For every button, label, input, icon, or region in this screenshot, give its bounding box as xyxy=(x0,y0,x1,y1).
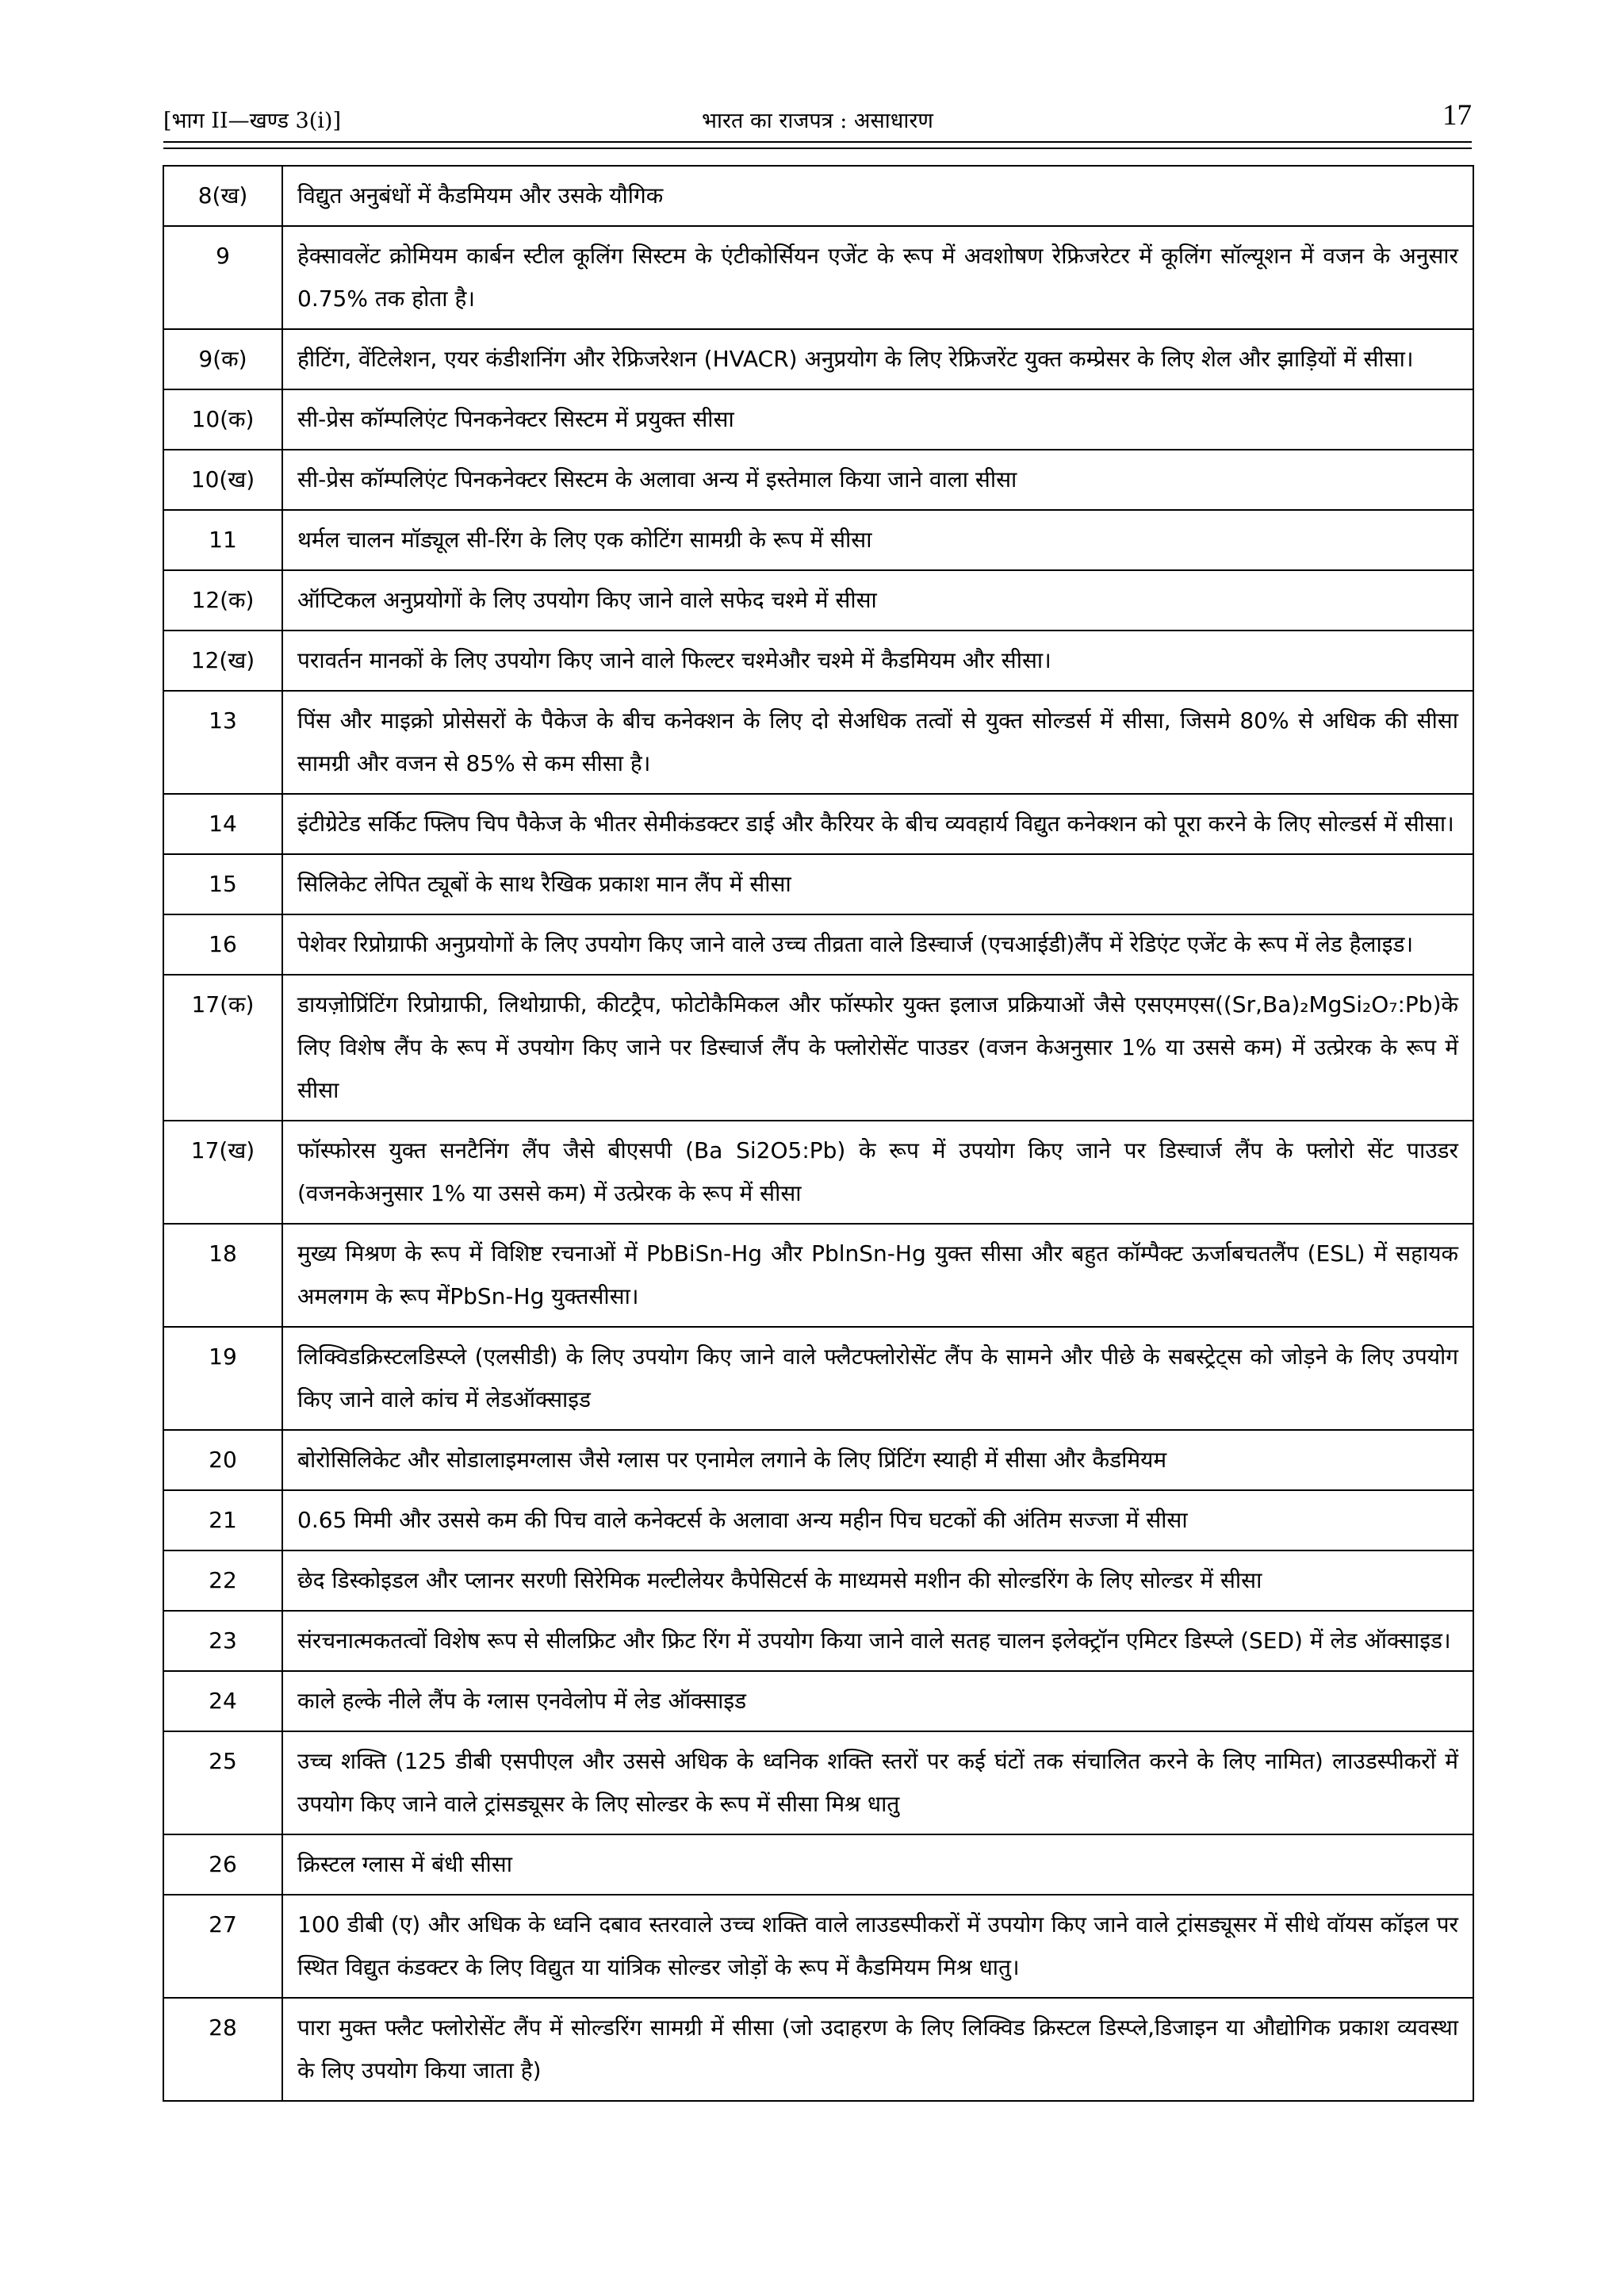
row-number-cell: 19 xyxy=(163,1327,282,1430)
row-number-cell: 26 xyxy=(163,1834,282,1895)
table-row xyxy=(163,631,1473,691)
row-number-cell: 14 xyxy=(163,794,282,854)
row-description-cell: डायज़ोप्रिंटिंग रिप्रोग्राफी, लिथोग्राफी, कीटट्रैप, फोटोकैमिकल और फॉस्फोर युक्त इलाज प्रक्रियाओं जैसे एसएमएस((Sr,Ba)₂MgSi₂O₇:Pb)के लिए विशेष लैंप के रूप में उपयोग किए जाने पर डिस्चार्ज लैंप के फ्लोरोसेंट पाउडर (वजन केअनुसार 1% या उससे कम) में उत्प्रेरक के रूप में सीसा xyxy=(282,975,1473,1121)
table-row xyxy=(163,389,1473,450)
table-row xyxy=(163,1834,1473,1895)
row-description-cell: हेक्सावलेंट क्रोमियम कार्बन स्टील कूलिंग सिस्टम के एंटीकोर्सियन एजेंट के रूप में अवशोषण रेफ्रिजरेटर में कूलिंग सॉल्यूशन में वजन के अनुसार 0.75% तक होता है। xyxy=(282,226,1473,329)
header-title: भारत का राजपत्र : असाधारण xyxy=(702,109,933,133)
table-row xyxy=(163,1121,1473,1224)
row-number-cell: 9(क) xyxy=(163,329,282,389)
row-number-cell: 17(क) xyxy=(163,975,282,1121)
table-row xyxy=(163,1671,1473,1731)
row-description-cell: 100 डीबी (ए) और अधिक के ध्वनि दबाव स्तरवाले उच्च शक्ति वाले लाउडस्पीकरों में उपयोग किए जाने वाले ट्रांसड्यूसर में सीधे वॉयस कॉइल पर स्थित विद्युत कंडक्टर के लिए विद्युत या यांत्रिक सोल्डर जोड़ों के रूप में कैडमियम मिश्र धातु। xyxy=(282,1895,1473,1998)
header-rule-top xyxy=(163,141,1472,143)
row-number-cell: 13 xyxy=(163,691,282,794)
row-description-cell: सी-प्रेस कॉम्पलिएंट पिनकनेक्टर सिस्टम के अलावा अन्य में इस्तेमाल किया जाने वाला सीसा xyxy=(282,450,1473,510)
table-row xyxy=(163,329,1473,389)
row-description-cell: बोरोसिलिकेट और सोडालाइमग्लास जैसे ग्लास पर एनामेल लगाने के लिए प्रिंटिंग स्याही में सीसा और कैडमियम xyxy=(282,1430,1473,1490)
row-number-cell: 8(ख) xyxy=(163,166,282,226)
row-description-cell: पेशेवर रिप्रोग्राफी अनुप्रयोगों के लिए उपयोग किए जाने वाले उच्च तीव्रता वाले डिस्चार्ज (एचआईडी)लैंप में रेडिएंट एजेंट के रूप में लेड हैलाइड। xyxy=(282,914,1473,975)
row-number-cell: 25 xyxy=(163,1731,282,1834)
row-number-cell: 24 xyxy=(163,1671,282,1731)
row-description-cell: विद्युत अनुबंधों में कैडमियम और उसके यौगिक xyxy=(282,166,1473,226)
row-number-cell: 17(ख) xyxy=(163,1121,282,1224)
row-number-cell: 10(ख) xyxy=(163,450,282,510)
row-description-cell: पिंस और माइक्रो प्रोसेसरों के पैकेज के बीच कनेक्शन के लिए दो सेअधिक तत्वों से युक्त सोल्डर्स में सीसा, जिसमे 80% से अधिक की सीसा सामग्री और वजन से 85% से कम सीसा है। xyxy=(282,691,1473,794)
row-description-cell: छेद डिस्कोइडल और प्लानर सरणी सिरेमिक मल्टीलेयर कैपेसिटर्स के माध्यमसे मशीन की सोल्डरिंग के लिए सोल्डर में सीसा xyxy=(282,1550,1473,1611)
header-section: [भाग II—खण्ड 3(i)] xyxy=(163,109,341,133)
table-row xyxy=(163,1611,1473,1671)
row-description-cell: हीटिंग, वेंटिलेशन, एयर कंडीशनिंग और रेफ्रिजरेशन (HVACR) अनुप्रयोग के लिए रेफ्रिजरेंट युक्त कम्प्रेसर के लिए शेल और झाड़ियों में सीसा। xyxy=(282,329,1473,389)
row-description-cell: फॉस्फोरस युक्त सनटैनिंग लैंप जैसे बीएसपी (Ba Si2O5:Pb) के रूप में उपयोग किए जाने पर डिस्चार्ज लैंप के फ्लोरो सेंट पाउडर (वजनकेअनुसार 1% या उससे कम) में उत्प्रेरक के रूप में सीसा xyxy=(282,1121,1473,1224)
table-row xyxy=(163,1998,1473,2101)
row-number-cell: 21 xyxy=(163,1490,282,1550)
table-row xyxy=(163,1550,1473,1611)
row-description-cell: उच्च शक्ति (125 डीबी एसपीएल और उससे अधिक के ध्वनिक शक्ति स्तरों पर कई घंटों तक संचालित करने के लिए नामित) लाउडस्पीकरों में उपयोग किए जाने वाले ट्रांसड्यूसर के लिए सोल्डर के रूप में सीसा मिश्र धातु xyxy=(282,1731,1473,1834)
header-rule-bottom xyxy=(163,148,1472,149)
page-number: 17 xyxy=(1442,99,1472,132)
row-number-cell: 15 xyxy=(163,854,282,914)
row-description-cell: मुख्य मिश्रण के रूप में विशिष्ट रचनाओं में PbBiSn-Hg और PblnSn-Hg युक्त सीसा और बहुत कॉम्पैक्ट ऊर्जाबचतलैंप (ESL) में सहायक अमलगम के रूप मेंPbSn-Hg युक्तसीसा। xyxy=(282,1224,1473,1327)
table-row xyxy=(163,1430,1473,1490)
row-description-cell: इंटीग्रेटेड सर्किट फ्लिप चिप पैकेज के भीतर सेमीकंडक्टर डाई और कैरियर के बीच व्यवहार्य विद्युत कनेक्शन को पूरा करने के लिए सोल्डर्स में सीसा। xyxy=(282,794,1473,854)
row-description-cell: पारा मुक्त फ्लैट फ्लोरोसेंट लैंप में सोल्डरिंग सामग्री में सीसा (जो उदाहरण के लिए लिक्विड क्रिस्टल डिस्प्ले,डिजाइन या औद्योगिक प्रकाश व्यवस्था के लिए उपयोग किया जाता है) xyxy=(282,1998,1473,2101)
row-number-cell: 27 xyxy=(163,1895,282,1998)
table-row xyxy=(163,854,1473,914)
row-description-cell: संरचनात्मकतत्वों विशेष रूप से सीलफ्रिट और फ्रिट रिंग में उपयोग किया जाने वाले सतह चालन इलेक्ट्रॉन एमिटर डिस्प्ले (SED) में लेड ऑक्साइड। xyxy=(282,1611,1473,1671)
exemption-table xyxy=(163,165,1474,2102)
table-row xyxy=(163,691,1473,794)
row-number-cell: 23 xyxy=(163,1611,282,1671)
table-row xyxy=(163,1895,1473,1998)
row-description-cell: क्रिस्टल ग्लास में बंधी सीसा xyxy=(282,1834,1473,1895)
row-description-cell: थर्मल चालन मॉड्यूल सी-रिंग के लिए एक कोटिंग सामग्री के रूप में सीसा xyxy=(282,510,1473,570)
row-number-cell: 20 xyxy=(163,1430,282,1490)
row-description-cell: काले हल्के नीले लैंप के ग्लास एनवेलोप में लेड ऑक्साइड xyxy=(282,1671,1473,1731)
row-number-cell: 28 xyxy=(163,1998,282,2101)
table-row xyxy=(163,166,1473,226)
table-row xyxy=(163,226,1473,329)
row-description-cell: सिलिकेट लेपित ट्यूबों के साथ रैखिक प्रकाश मान लैंप में सीसा xyxy=(282,854,1473,914)
row-description-cell: सी-प्रेस कॉम्पलिएंट पिनकनेक्टर सिस्टम में प्रयुक्त सीसा xyxy=(282,389,1473,450)
row-number-cell: 12(ख) xyxy=(163,631,282,691)
row-number-cell: 9 xyxy=(163,226,282,329)
table-row xyxy=(163,1490,1473,1550)
table-body xyxy=(163,166,1473,2101)
row-description-cell: लिक्विडक्रिस्टलडिस्प्ले (एलसीडी) के लिए उपयोग किए जाने वाले फ्लैटफ्लोरोसेंट लैंप के सामने और पीछे के सबस्ट्रेट्स को जोड़ने के लिए उपयोग किए जाने वाले कांच में लेडऑक्साइड xyxy=(282,1327,1473,1430)
row-number-cell: 18 xyxy=(163,1224,282,1327)
row-number-cell: 12(क) xyxy=(163,570,282,631)
row-description-cell: 0.65 मिमी और उससे कम की पिच वाले कनेक्टर्स के अलावा अन्य महीन पिच घटकों की अंतिम सज्जा में सीसा xyxy=(282,1490,1473,1550)
row-number-cell: 16 xyxy=(163,914,282,975)
table-row xyxy=(163,1224,1473,1327)
row-number-cell: 11 xyxy=(163,510,282,570)
table-row xyxy=(163,450,1473,510)
table-row xyxy=(163,570,1473,631)
row-description-cell: परावर्तन मानकों के लिए उपयोग किए जाने वाले फिल्टर चश्मेऔर चश्मे में कैडमियम और सीसा। xyxy=(282,631,1473,691)
row-description-cell: ऑप्टिकल अनुप्रयोगों के लिए उपयोग किए जाने वाले सफेद चश्मे में सीसा xyxy=(282,570,1473,631)
table-row xyxy=(163,510,1473,570)
table-row xyxy=(163,914,1473,975)
table-row xyxy=(163,794,1473,854)
table-row xyxy=(163,975,1473,1121)
table-row xyxy=(163,1731,1473,1834)
exemption-table-wrapper xyxy=(163,165,1474,2102)
row-number-cell: 10(क) xyxy=(163,389,282,450)
table-row xyxy=(163,1327,1473,1430)
row-number-cell: 22 xyxy=(163,1550,282,1611)
page-header xyxy=(163,97,1472,141)
